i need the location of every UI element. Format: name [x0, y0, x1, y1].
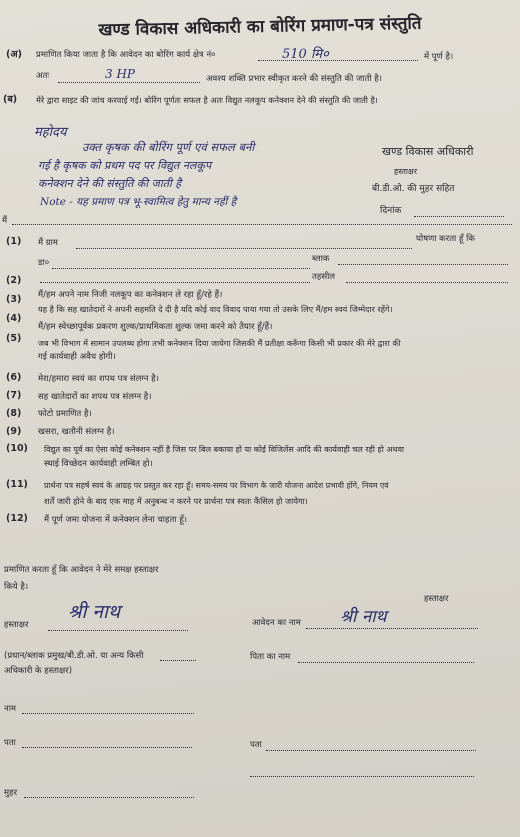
item-3-number: (3) [6, 294, 22, 305]
item-10-cont: स्थाई विच्छेदन कार्यवाही लम्बित हो। [44, 459, 153, 469]
item-10-number: (10) [6, 443, 28, 454]
section-b-line1: मेरे द्वारा साइट की जांच करवाई गई। बोरिंग पूर्णतः सफल है अतः विद्युत नलकूप कनेक्शन देने की संस्तुति की जाती है। [36, 95, 378, 105]
address-left-label: पता [4, 738, 16, 748]
district-fill [40, 282, 310, 283]
applicant-name-label: आवेदन का नाम [252, 618, 301, 628]
address-left-fill [22, 747, 192, 748]
name-fill [22, 713, 194, 714]
section-a-line2-value: 3 HP [105, 67, 135, 81]
date-fill [414, 216, 504, 217]
item-3-text: यह है कि सह खातेदारों ने अपनी सहमति दे दी है यदि कोई वाद विवाद पाया गया तो उसके लिए मैं/हम स्वयं जिम्मेदार रहेंगे। [38, 304, 393, 314]
date-label: दिनांक [380, 206, 402, 216]
item-5-text: जब भी विभाग में सामान उपलब्ध होगा तभी कनेक्शन दिया जायेगा जिसकी मैं प्रतीक्षा करूँगा किसी भी प्रकार की मेरे द्वारा की [38, 338, 401, 348]
item-4-number: (4) [6, 313, 22, 324]
declaration-intro: मैं [2, 216, 8, 226]
item-11-text: प्रार्थना पत्र सहर्ष स्वयं के आग्रह पर प्रस्तुत कर रहा हूँ। समय-समय पर विभाग के जारी योजना आदेश प्रभावी होंगे, नियम एवं [44, 481, 389, 490]
attest-line-1: प्रमाणित करता हूँ कि आवेदन ने मेरे समक्ष हस्ताक्षर [4, 565, 159, 575]
handwritten-remark-4: कनेक्शन देने की संस्तुति की जाती है [38, 177, 182, 190]
item-6-number: (6) [6, 372, 22, 383]
address-right-fill-2 [250, 776, 474, 777]
applicant-name-value: श्री नाथ [340, 607, 387, 627]
item-11-number: (11) [6, 479, 28, 490]
authority-fill [160, 660, 196, 661]
applicant-name-fill [306, 628, 478, 629]
father-name-fill [298, 662, 474, 663]
post-fill [52, 268, 310, 269]
item-4-text: मैं/हम स्वेच्छापूर्वक प्रकरण शुल्क/प्राथमिकता शुल्क जमा करने को तैयार हूँ/हैं। [38, 322, 273, 332]
page-title: खण्ड विकास अधिकारी का बोरिंग प्रमाण-पत्र संस्तुति [98, 13, 422, 41]
section-a-line2-prefix: अतः [36, 71, 50, 81]
section-a-line1-end: में पूर्ण है। [424, 52, 454, 62]
block-label: ब्लाक [312, 254, 330, 264]
village-fill [76, 248, 412, 249]
section-a-marker: (अ) [6, 49, 22, 60]
item-7-number: (7) [6, 390, 22, 401]
declaration-name-fill [12, 224, 512, 225]
section-a-line1: प्रमाणित किया जाता है कि आवेदन का बोरिंग कार्य क्षेत्र नं० [36, 50, 216, 60]
attest-sign-label-left: हस्ताक्षर [4, 620, 29, 630]
authority-line-1: (प्रधान/ब्लाक प्रमुख/बी.डी.ओ. या अन्य किसी [4, 651, 144, 661]
item-1-end: घोषणा करता हूँ कि [416, 234, 475, 244]
item-10-text: विद्युत का पूर्व का ऐसा कोई कनेक्शन नहीं है जिस पर बिल बकाया हो या कोई विजिलेंस आदि की कार्यवाही चल रही हो अथवा [44, 445, 405, 454]
item-8-text: फोटो प्रमाणित है। [38, 409, 92, 419]
item-12-number: (12) [6, 513, 28, 524]
attest-line-2: किये है। [4, 582, 29, 592]
item-6-text: मेरा/हमारा स्वयं का शपथ पत्र संलग्न है। [38, 374, 159, 384]
item-7-text: सह खातेदारों का शपथ पत्र संलग्न है। [38, 392, 152, 402]
section-a-line2-fill [58, 82, 200, 83]
left-signature: श्री नाथ [68, 601, 121, 623]
address-right-fill-1 [266, 750, 476, 751]
handwritten-remark-1: महोदय [34, 125, 67, 140]
item-5-cont: गई कार्यवाही अवैध होगी। [38, 352, 116, 362]
left-sign-fill [48, 630, 188, 631]
tehsil-fill [346, 282, 508, 283]
section-a-line1-value: 510 मि० [282, 47, 329, 62]
item-1-number: (1) [6, 236, 22, 247]
tehsil-label: तहसील [312, 272, 336, 282]
bdo-seal-label: बी.डी.ओ. की मुहर सहित [372, 184, 455, 194]
address-right-label: पता [250, 740, 262, 750]
seal-label: मुहर [4, 788, 18, 798]
item-1-village-label: मैं ग्राम [38, 238, 58, 248]
name-label: नाम [4, 704, 17, 714]
officer-sign-label: हस्ताक्षर [394, 167, 417, 176]
item-8-number: (8) [6, 408, 22, 419]
item-12-text: मैं पूर्ण जमा योजना में कनेक्शन लेना चाहता हूँ। [44, 515, 187, 525]
seal-fill [24, 797, 194, 798]
handwritten-note-line: Note - यह प्रमाण पत्र भू-स्वामित्व हेतु मान्य नहीं है [40, 196, 237, 208]
post-label: डा० [38, 258, 50, 268]
section-a-line2-text: अवश्य शक्ति प्रभार स्वीकृत करने की संस्तुति की जाती है। [206, 74, 382, 84]
handwritten-remark-3: गई है कृषक को प्रथम पद पर विद्युत नलकूप [38, 159, 212, 172]
item-9-text: खसरा, खतौनी संलग्न है। [38, 427, 115, 437]
item-9-number: (9) [6, 426, 22, 437]
item-2-text: मैं/हम अपने नाम निजी नलकूप का कनेक्शन ले रहा हूँ/रहे हैं। [38, 290, 223, 300]
handwritten-remark-2: उक्त कृषक की बोरिंग पूर्ण एवं सफल बनी [82, 140, 255, 154]
father-name-label: पिता का नाम [250, 652, 291, 662]
authority-line-2: अधिकारी के हस्ताक्षर) [4, 666, 73, 676]
item-2-number: (2) [6, 275, 22, 286]
item-5-number: (5) [6, 333, 22, 344]
attest-sign-label-right: हस्ताक्षर [424, 594, 449, 604]
officer-title: खण्ड विकास अधिकारी [382, 145, 474, 158]
block-fill [338, 264, 508, 265]
item-11-cont: शर्तें जारी होने के बाद एक माह में अनुबन्ध न करने पर प्रार्थना पत्र स्वतः कैंसिल हो जायेगा। [44, 496, 308, 506]
section-b-marker: (ब) [3, 94, 18, 105]
